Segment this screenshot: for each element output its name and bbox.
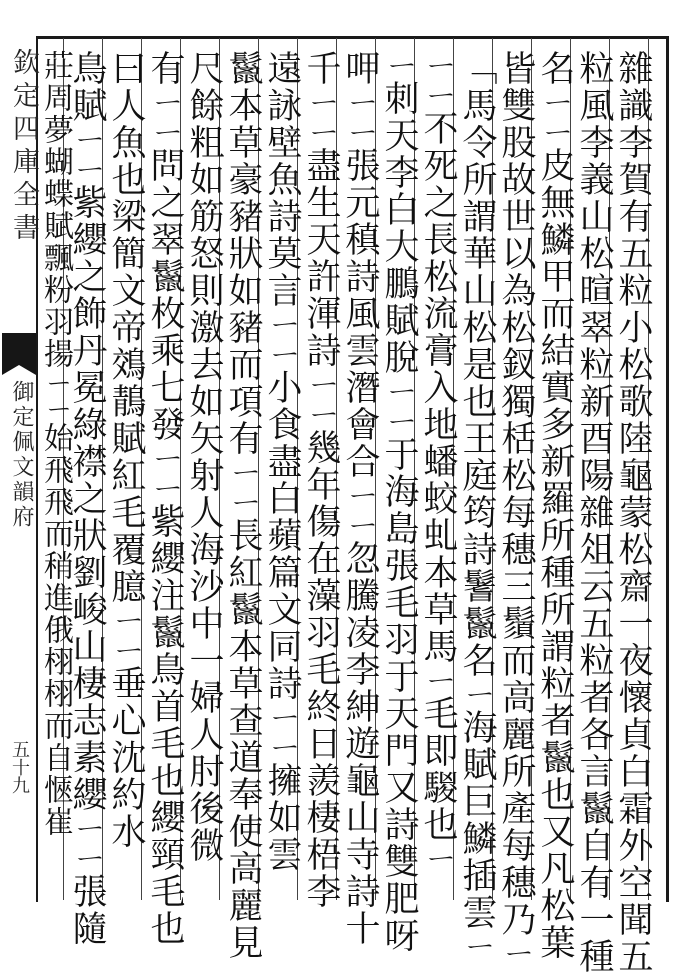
text-column: ㄧ刺天李白大鵬賦脫ㄧㄧ于海島張毛羽于天門又詩雙肥呀 xyxy=(379,50,419,954)
text-column: 雜識李賀有五粒小松歌陸龜蒙松齋一夜懷貞白霜外空聞五 xyxy=(613,50,653,975)
text-column: 遠詠壁魚詩莫言ㄧㄧ小食盡白蘋篇文同詩ㄧㄧ擁如雲 xyxy=(262,50,302,873)
text-column: 千ㄧㄧ盡生天許渾詩ㄧㄧ幾年傷在藻羽毛終日羨棲梧李 xyxy=(301,50,341,910)
book-title: 御定佩文韻府 xyxy=(9,380,34,530)
fishtail-mark xyxy=(2,333,36,365)
text-column: 呷ㄧㄧ張元稹詩風雲潛會合ㄧㄧ忽騰凌李紳遊龜山寺詩十 xyxy=(340,50,380,947)
text-column: ㄧㄧ不死之長松流膏入地蟠蛟虬本草馬ㄧ毛即騣也ㄧ xyxy=(418,50,458,873)
text-column: 名ㄧㄧ皮無鱗甲而結實多新羅所種所謂粒者鬣也又凡松葉 xyxy=(535,50,575,961)
series-title: 欽定四庫全書 xyxy=(8,48,39,246)
page-number: 五十九 xyxy=(9,740,30,794)
frame-top-border xyxy=(36,36,668,39)
text-column: 尺餘粗如筋怒則激去如矢射人海沙中一婦人肘後微 xyxy=(184,50,224,864)
fishtail-mark-tip xyxy=(2,365,36,375)
text-column: 有ㄧㄧ問之翠鬣枚乘七發ㄧㄧ紫纓注鬣鳥首毛也纓頸毛也 xyxy=(145,50,185,947)
text-column: 粒風李義山松暄翠粒新酉陽雜俎云五粒者各言鬣自有一種 xyxy=(574,50,614,975)
text-column: 曰人魚也梁簡文帝鵁鶄賦紅毛覆臆ㄧㄧ垂心沈約水 xyxy=(106,50,146,850)
text-column: 鬣本草豪豬狀如豬而項有ㄧㄧ長紅鬣本草查道奉使高麗見 xyxy=(223,50,263,961)
text-column: 皆雙股故世以為松釵獨栝松每穗三鬚而高麗所產每穗乃ㄧ xyxy=(496,50,536,968)
text-column: 鳥賦ㄧㄧ紫纓之飾丹冕綠襟之狀劉峻山棲志素纓ㄧㄧ張隨 xyxy=(67,50,107,947)
text-column: 莊周夢蝴蝶賦飄粉羽揚ㄧㄧ始飛飛而稍進俄栩栩而自愜崔 xyxy=(38,50,73,838)
page-margin xyxy=(2,40,39,940)
frame-right-border xyxy=(666,36,669,902)
text-column: 「馬令所謂華山松是也王庭筠詩鬐鬣名ㄧ海賦巨鱗插雲ㄧ xyxy=(457,50,497,961)
